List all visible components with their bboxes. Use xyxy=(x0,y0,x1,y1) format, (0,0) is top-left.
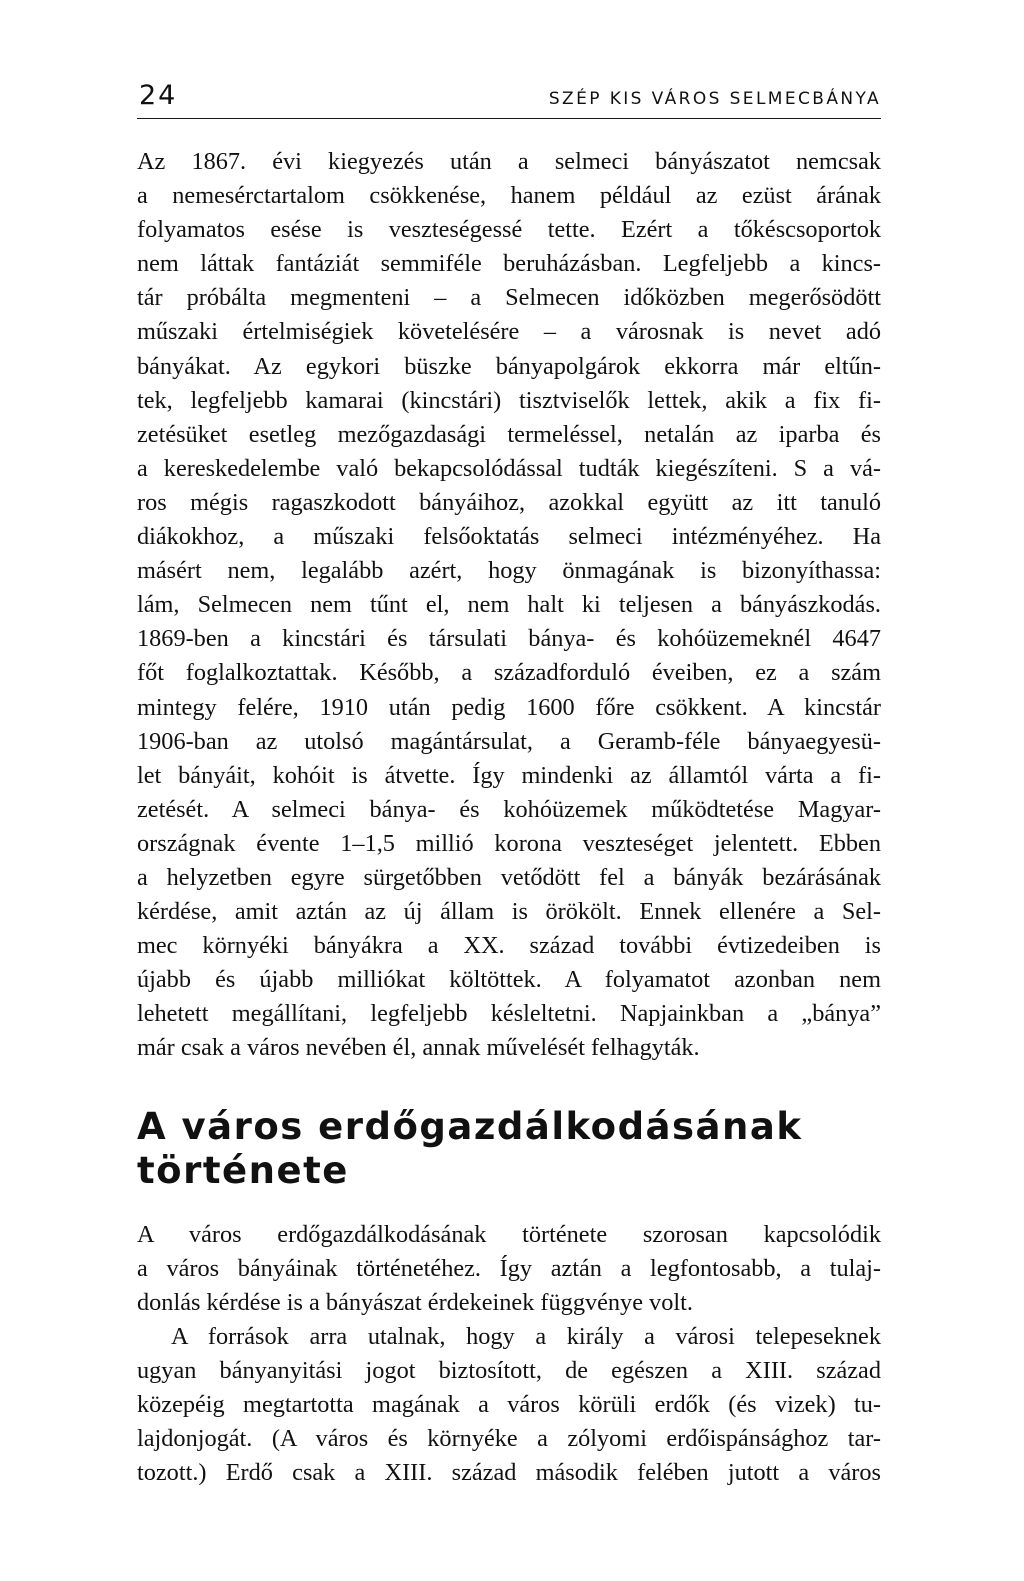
text-line: a kereskedelembe való bekapcsolódással tudták kiegészíteni. S a vá- xyxy=(137,454,881,482)
section-heading-line: története xyxy=(137,1149,349,1192)
text-line: közepéig megtartotta magának a város körüli erdők (és vizek) tu- xyxy=(137,1391,881,1419)
text-line: 1906-ban az utolsó magántársulat, a Geramb-féle bányaegyesü- xyxy=(137,727,881,755)
paragraph-forrasok xyxy=(137,1320,881,1490)
text-line: országnak évente 1–1,5 millió korona veszteséget jelentett. Ebben xyxy=(137,829,881,857)
text-line: újabb és újabb milliókat költöttek. A folyamatot azonban nem xyxy=(137,966,881,994)
page-number: 24 xyxy=(139,80,178,111)
text-line: lehetett megállítani, legfeljebb késleltetni. Napjainkban a „bánya” xyxy=(137,1000,881,1028)
text-line: donlás kérdése is a bányászat érdekeinek függvénye volt. xyxy=(137,1289,693,1317)
text-line: 1869-ben a kincstári és társulati bánya- és kohóüzemeknél 4647 xyxy=(137,625,881,653)
text-line: zetését. A selmeci bánya- és kohóüzemek működtetése Magyar- xyxy=(137,795,881,823)
text-line: folyamatos esése is veszteségessé tette. Ezért a tőkéscsoportok xyxy=(137,216,881,244)
text-line: mintegy felére, 1910 után pedig 1600 főre csökkent. A kincstár xyxy=(137,693,881,721)
paragraph-kiegyezes xyxy=(137,145,881,1066)
text-line: már csak a város nevében él, annak művelését felhagyták. xyxy=(137,1034,700,1062)
text-line: lajdonjogát. (A város és környéke a zólyomi erdőispánsághoz tar- xyxy=(137,1425,881,1453)
text-line: a nemesérctartalom csökkenése, hanem például az ezüst árának xyxy=(137,182,881,210)
text-line: tek, legfeljebb kamarai (kincstári) tisztviselők lettek, akik a fix fi- xyxy=(137,386,881,414)
running-title: SZÉP KIS VÁROS SELMECBÁNYA xyxy=(548,89,881,109)
text-line: a város bányáinak történetéhez. Így aztán a legfontosabb, a tulaj- xyxy=(137,1255,881,1283)
text-line: másért nem, legalább azért, hogy önmagának is bizonyíthassa: xyxy=(137,557,881,585)
text-line: műszaki értelmiségiek követelésére – a városnak is nevet adó xyxy=(137,318,881,346)
text-line: lám, Selmecen nem tűnt el, nem halt ki teljesen a bányászkodás. xyxy=(137,591,881,619)
text-line: kérdése, amit aztán az új állam is örökölt. Ennek ellenére a Sel- xyxy=(137,898,881,926)
text-line: a helyzetben egyre sürgetőbben vetődött fel a bányák bezárásának xyxy=(137,863,881,891)
text-line: tár próbálta megmenteni – a Selmecen időközben megerősödött xyxy=(137,284,881,312)
section-heading-line: A város erdőgazdálkodásának xyxy=(137,1105,803,1148)
text-line: zetésüket esetleg mezőgazdasági termeléssel, netalán az iparba és xyxy=(137,420,881,448)
text-line: ugyan bányanyitási jogot biztosított, de egészen a XIII. század xyxy=(137,1357,881,1385)
text-line: A források arra utalnak, hogy a király a városi telepeseknek xyxy=(171,1323,881,1350)
text-line: diákokhoz, a műszaki felsőoktatás selmeci intézményéhez. Ha xyxy=(137,523,881,551)
text-line: ros mégis ragaszkodott bányáihoz, azokkal együtt az itt tanuló xyxy=(137,488,881,516)
running-header xyxy=(137,78,881,119)
text-line: mec környéki bányákra a XX. század további évtizedeiben is xyxy=(137,932,881,960)
text-line: főt foglalkoztattak. Később, a századforduló éveiben, ez a szám xyxy=(137,659,881,687)
text-line: tozott.) Erdő csak a XIII. század második felében jutott a város xyxy=(137,1459,881,1487)
text-line: A város erdőgazdálkodásának története szorosan kapcsolódik xyxy=(137,1221,881,1248)
text-line: nem láttak fantáziát semmiféle beruházásban. Legfeljebb a kincs- xyxy=(137,250,881,278)
text-line: Az 1867. évi kiegyezés után a selmeci bányászatot nemcsak xyxy=(137,148,881,175)
paragraph-erdogazdalkodas-intro xyxy=(137,1218,881,1320)
text-line: bányákat. Az egykori büszke bányapolgárok ekkorra már eltűn- xyxy=(137,352,881,380)
text-line: let bányáit, kohóit is átvette. Így mindenki az államtól várta a fi- xyxy=(137,761,881,789)
section-heading xyxy=(137,1105,881,1193)
